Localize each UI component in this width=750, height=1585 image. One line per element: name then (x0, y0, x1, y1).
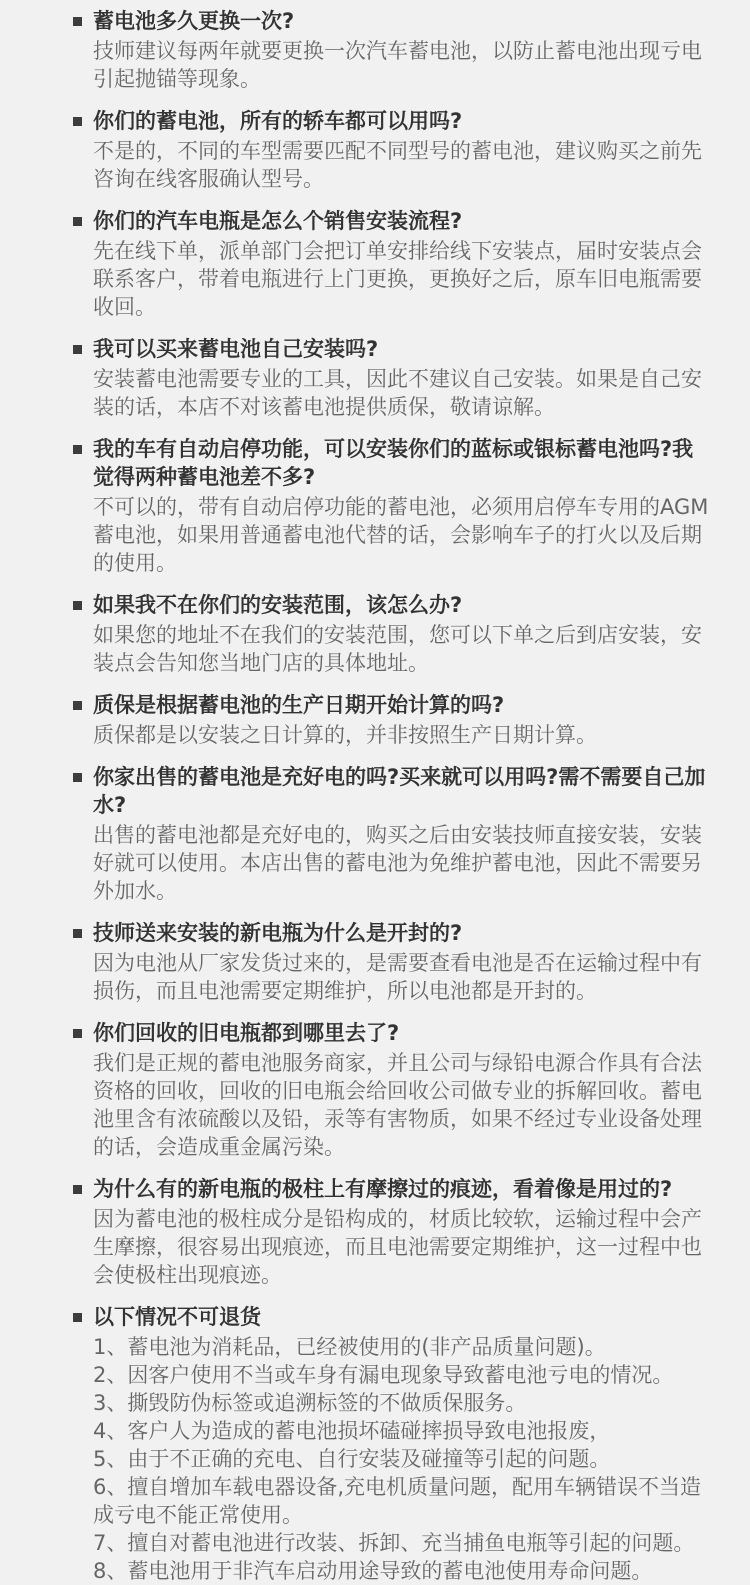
square-bullet-icon (73, 1313, 82, 1322)
faq-question-text: 我可以买来蓄电池自己安装吗? (93, 337, 379, 361)
faq-question (73, 919, 713, 947)
faq-answer: 我们是正规的蓄电池服务商家，并且公司与绿铅电源合作具有合法资格的回收，回收的旧电瓶会给回收公司做专业的拆解回收。蓄电池里含有浓硫酸以及铅，汞等有害物质，如果不经过专业设备处理的话，会造成重金属污染。 (93, 1051, 702, 1159)
faq-answer: 因为电池从厂家发货过来的，是需要查看电池是否在运输过程中有损伤，而且电池需要定期维护，所以电池都是开封的。 (93, 951, 702, 1003)
faq-question (73, 207, 713, 235)
square-bullet-icon (73, 701, 82, 710)
faq-question-text: 为什么有的新电瓶的极柱上有摩擦过的痕迹，看着像是用过的? (93, 1177, 673, 1201)
faq-question-text: 质保是根据蓄电池的生产日期开始计算的吗? (93, 693, 505, 717)
square-bullet-icon (73, 445, 82, 454)
faq-question (73, 1019, 713, 1047)
faq-item (73, 435, 713, 577)
faq-item (73, 919, 713, 1005)
faq-question (73, 435, 713, 491)
square-bullet-icon (73, 1029, 82, 1038)
faq-answer-line: 5、由于不正确的充电、自行安装及碰撞等引起的问题。 (93, 1447, 611, 1471)
faq-answer: 不可以的，带有自动启停功能的蓄电池，必须用启停车专用的AGM蓄电池，如果用普通蓄电池代替的话，会影响车子的打火以及后期的使用。 (93, 495, 709, 575)
faq-question (73, 691, 713, 719)
faq-answer: 先在线下单，派单部门会把订单安排给线下安装点，届时安装点会联系客户，带着电瓶进行上门更换，更换好之后，原车旧电瓶需要收回。 (93, 239, 702, 319)
faq-answer-line: 8、蓄电池用于非汽车启动用途导致的蓄电池使用寿命问题。 (93, 1559, 653, 1583)
faq-answer: 不是的，不同的车型需要匹配不同型号的蓄电池，建议购买之前先咨询在线客服确认型号。 (93, 139, 702, 191)
faq-question-text: 如果我不在你们的安装范围，该怎么办? (93, 593, 463, 617)
faq-answer-line: 7、擅自对蓄电池进行改装、拆卸、充当捕鱼电瓶等引起的问题。 (93, 1531, 695, 1555)
faq-question (73, 763, 713, 819)
faq-question (73, 1303, 713, 1331)
faq-question-text: 你们的蓄电池，所有的轿车都可以用吗? (93, 109, 463, 133)
faq-item (73, 207, 713, 321)
faq-question-text: 你们的汽车电瓶是怎么个销售安装流程? (93, 209, 463, 233)
faq-item (73, 7, 713, 93)
square-bullet-icon (73, 217, 82, 226)
faq-question-text: 你家出售的蓄电池是充好电的吗?买来就可以用吗?需不需要自己加水? (93, 765, 706, 817)
faq-item (73, 1175, 713, 1289)
faq-answer-line: 6、擅自增加车载电器设备,充电机质量问题，配用车辆错误不当造成亏电不能正常使用。 (93, 1475, 702, 1527)
faq-answer: 如果您的地址不在我们的安装范围，您可以下单之后到店安装，安装点会告知您当地门店的具体地址。 (93, 623, 702, 675)
faq-question (73, 7, 713, 35)
faq-answer: 技师建议每两年就要更换一次汽车蓄电池，以防止蓄电池出现亏电引起抛锚等现象。 (93, 39, 702, 91)
faq-item (73, 763, 713, 905)
faq-answer: 安装蓄电池需要专业的工具，因此不建议自己安装。如果是自己安装的话，本店不对该蓄电池提供质保，敬请谅解。 (93, 367, 702, 419)
faq-item (73, 691, 713, 749)
faq-answer-line: 3、撕毁防伪标签或追溯标签的不做质保服务。 (93, 1391, 527, 1415)
faq-item (73, 107, 713, 193)
faq-item (73, 1303, 713, 1585)
faq-answer: 质保都是以安装之日计算的，并非按照生产日期计算。 (93, 723, 597, 747)
faq-item (73, 591, 713, 677)
square-bullet-icon (73, 345, 82, 354)
faq-item (73, 335, 713, 421)
faq-question (73, 107, 713, 135)
square-bullet-icon (73, 1185, 82, 1194)
faq-answer-line: 2、因客户使用不当或车身有漏电现象导致蓄电池亏电的情况。 (93, 1363, 674, 1387)
faq-answer-line: 4、客户人为造成的蓄电池损坏磕碰摔损导致电池报废， (93, 1419, 611, 1443)
square-bullet-icon (73, 929, 82, 938)
square-bullet-icon (73, 17, 82, 26)
square-bullet-icon (73, 773, 82, 782)
faq-question (73, 335, 713, 363)
faq-question-text: 技师送来安装的新电瓶为什么是开封的? (93, 921, 463, 945)
faq-question-text: 你们回收的旧电瓶都到哪里去了? (93, 1021, 400, 1045)
faq-question-text: 以下情况不可退货 (93, 1305, 261, 1329)
faq-answer: 因为蓄电池的极柱成分是铅构成的，材质比较软，运输过程中会产生摩擦，很容易出现痕迹，而且电池需要定期维护，这一过程中也会使极柱出现痕迹。 (93, 1207, 702, 1287)
faq-question (73, 1175, 713, 1203)
faq-question (73, 591, 713, 619)
square-bullet-icon (73, 117, 82, 126)
faq-question-text: 我的车有自动启停功能，可以安装你们的蓝标或银标蓄电池吗?我觉得两种蓄电池差不多? (93, 437, 694, 489)
faq-answer: 出售的蓄电池都是充好电的，购买之后由安装技师直接安装，安装好就可以使用。本店出售的蓄电池为免维护蓄电池，因此不需要另外加水。 (93, 823, 702, 903)
faq-item (73, 1019, 713, 1161)
square-bullet-icon (73, 601, 82, 610)
faq-question-text: 蓄电池多久更换一次? (93, 9, 295, 33)
faq-answer-line: 1、蓄电池为消耗品，已经被使用的(非产品质量问题)。 (93, 1335, 606, 1359)
